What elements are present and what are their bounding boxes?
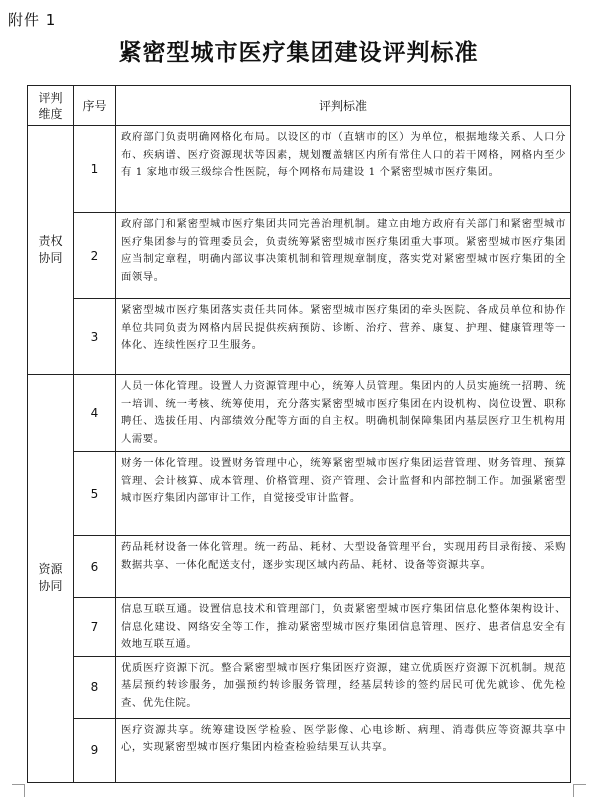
seq-cell: 8 — [74, 656, 116, 718]
header-criteria: 评判标准 — [116, 86, 571, 126]
seq-cell: 9 — [74, 718, 116, 782]
criteria-cell: 紧密型城市医疗集团落实责任共同体。紧密型城市医疗集团的牵头医院、各成员单位和协作单位共同负责为网格内居民提供疾病预防、诊断、治疗、营养、康复、护理、健康管理等一体化、连续性医疗卫生服务。 — [116, 299, 571, 375]
seq-cell: 2 — [74, 213, 116, 299]
criteria-cell: 财务一体化管理。设置财务管理中心，统筹紧密型城市医疗集团运营管理、财务管理、预算管理、会计核算、成本管理、价格管理、资产管理、会计监督和内部控制工作。加强紧密型城市医疗集团内部审计工作，自觉接受审计监督。 — [116, 452, 571, 536]
seq-cell: 7 — [74, 598, 116, 657]
header-dimension-line2: 维度 — [38, 106, 63, 121]
seq-cell: 4 — [74, 375, 116, 452]
criteria-cell: 医疗资源共享。统筹建设医学检验、医学影像、心电诊断、病理、消毒供应等资源共享中心，实现紧密型城市医疗集团内检查检验结果互认共享。 — [116, 718, 571, 782]
dimension-cell — [28, 375, 74, 783]
dimension-line1: 资源 — [38, 562, 63, 577]
table-row — [28, 213, 571, 299]
criteria-cell: 人员一体化管理。设置人力资源管理中心，统筹人员管理。集团内的人员实施统一招聘、统一培训、统一考核、统筹使用，充分落实紧密型城市医疗集团在内设机构、岗位设置、职称聘任、选拔任用、内部绩效分配等方面的自主权。明确机制保障集团内基层医疗卫生机构用人需要。 — [116, 375, 571, 452]
seq-cell: 5 — [74, 452, 116, 536]
dimension-cell — [28, 126, 74, 375]
table-row — [28, 299, 571, 375]
table-row — [28, 656, 571, 718]
criteria-table — [27, 85, 571, 783]
header-dimension-line1: 评判 — [38, 90, 63, 105]
document-title: 紧密型城市医疗集团建设评判标准 — [118, 39, 479, 66]
table-row — [28, 718, 571, 782]
criteria-cell: 政府部门负责明确网格化布局。以设区的市（直辖市的区）为单位，根据地缘关系、人口分布、疾病谱、医疗资源现状等因素，规划覆盖辖区内所有常住人口的若干网格，网格内至少有 1 家地市级三级综合性医院，每个网格布局建设 1 个紧密型城市医疗集团。 — [116, 126, 571, 213]
table-row — [28, 452, 571, 536]
page-corner-mark-right — [573, 784, 586, 797]
header-seq: 序号 — [74, 86, 116, 126]
seq-cell: 3 — [74, 299, 116, 375]
seq-cell: 1 — [74, 126, 116, 213]
table-row — [28, 375, 571, 452]
table-row — [28, 536, 571, 598]
dimension-line1: 责权 — [38, 234, 63, 248]
header-dimension — [28, 86, 74, 126]
attachment-label: 附件 1 — [8, 11, 57, 29]
table-row — [28, 598, 571, 657]
criteria-cell: 政府部门和紧密型城市医疗集团共同完善治理机制。建立由地方政府有关部门和紧密型城市医疗集团参与的管理委员会，负责统筹紧密型城市医疗集团重大事项。紧密型城市医疗集团应当制定章程，明确内部议事决策机制和管理规章制度，落实党对紧密型城市医疗集团的全面领导。 — [116, 213, 571, 299]
dimension-line2: 协同 — [38, 579, 63, 594]
seq-cell: 6 — [74, 536, 116, 598]
page-corner-mark-left — [12, 784, 25, 797]
table-row — [28, 126, 571, 213]
criteria-cell: 药品耗材设备一体化管理。统一药品、耗材、大型设备管理平台，实现用药目录衔接、采购数据共享、一体化配送支付，逐步实现区域内药品、耗材、设备等资源共享。 — [116, 536, 571, 598]
criteria-cell: 优质医疗资源下沉。整合紧密型城市医疗集团医疗资源，建立优质医疗资源下沉机制。规范基层预约转诊服务，加强预约转诊服务管理，经基层转诊的签约居民可优先就诊、优先检查、优先住院。 — [116, 656, 571, 718]
criteria-cell: 信息互联互通。设置信息技术和管理部门，负责紧密型城市医疗集团信息化整体架构设计、信息化建设、网络安全等工作，推动紧密型城市医疗集团信息管理、医疗、患者信息安全有效地互联互通。 — [116, 598, 571, 657]
dimension-line2: 协同 — [38, 251, 63, 265]
table-header-row — [28, 86, 571, 126]
